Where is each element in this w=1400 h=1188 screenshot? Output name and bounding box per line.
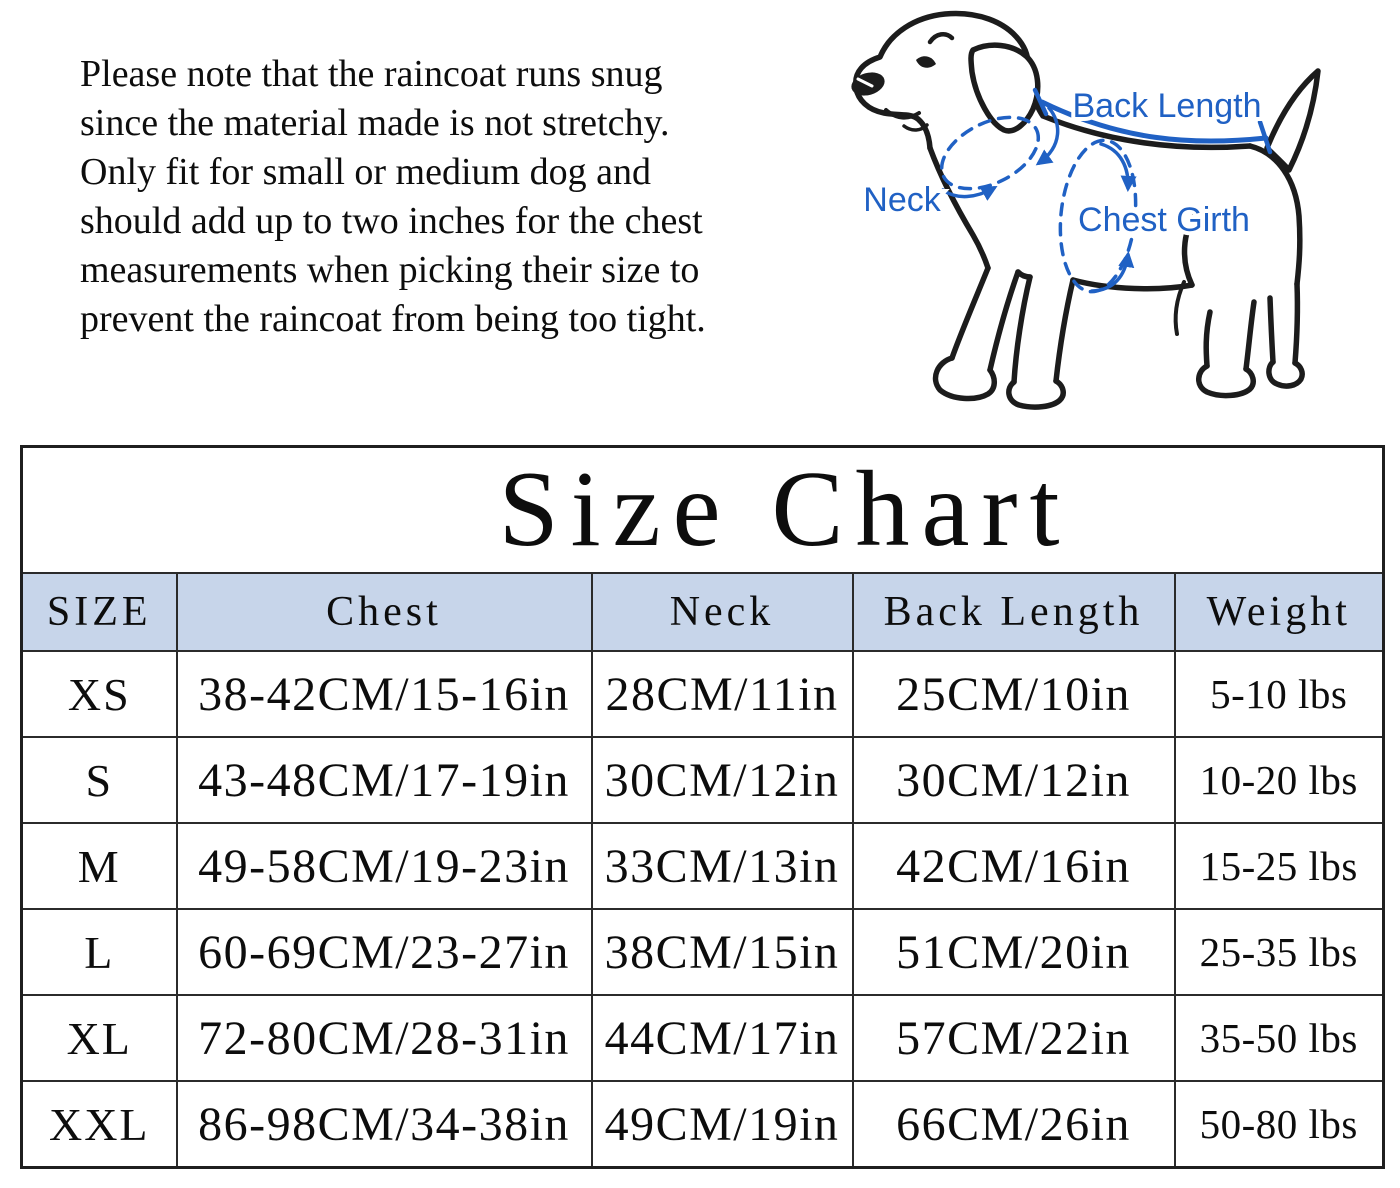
note-line: should add up to two inches for the chest <box>80 200 703 242</box>
column-header-neck: Neck <box>592 573 853 651</box>
note-text <box>80 50 820 344</box>
cell-chest: 60-69CM/23-27in <box>177 909 592 995</box>
cell-neck: 33CM/13in <box>592 823 853 909</box>
note-line: since the material made is not stretchy. <box>80 102 670 144</box>
dog-illustration <box>830 0 1400 430</box>
cell-weight: 5-10 lbs <box>1175 651 1384 737</box>
cell-neck: 49CM/19in <box>592 1081 853 1168</box>
cell-weight: 35-50 lbs <box>1175 995 1384 1081</box>
cell-weight: 10-20 lbs <box>1175 737 1384 823</box>
dog-eye <box>916 56 936 68</box>
size-row-m <box>22 823 1384 909</box>
cell-chest: 43-48CM/17-19in <box>177 737 592 823</box>
cell-chest: 72-80CM/28-31in <box>177 995 592 1081</box>
cell-size: M <box>22 823 177 909</box>
title-row <box>22 447 1384 574</box>
size-row-s <box>22 737 1384 823</box>
cell-back-length: 30CM/12in <box>853 737 1175 823</box>
cell-size: L <box>22 909 177 995</box>
cell-weight: 25-35 lbs <box>1175 909 1384 995</box>
cell-neck: 44CM/17in <box>592 995 853 1081</box>
cell-size: XL <box>22 995 177 1081</box>
cell-size: XS <box>22 651 177 737</box>
chest-girth-label: Chest Girth <box>1078 201 1250 239</box>
column-header-weight: Weight <box>1175 573 1384 651</box>
cell-weight: 15-25 lbs <box>1175 823 1384 909</box>
cell-neck: 30CM/12in <box>592 737 853 823</box>
cell-back-length: 42CM/16in <box>853 823 1175 909</box>
column-header-size: SIZE <box>22 573 177 651</box>
cell-neck: 28CM/11in <box>592 651 853 737</box>
dog-tail <box>1267 71 1318 170</box>
cell-back-length: 57CM/22in <box>853 995 1175 1081</box>
cell-neck: 38CM/15in <box>592 909 853 995</box>
size-row-xs <box>22 651 1384 737</box>
dog-measurement-diagram <box>830 0 1400 430</box>
column-header-back-length: Back Length <box>853 573 1175 651</box>
size-chart-table <box>20 445 1385 1169</box>
cell-size: XXL <box>22 1081 177 1168</box>
cell-chest: 38-42CM/15-16in <box>177 651 592 737</box>
note-line: Please note that the raincoat runs snug <box>80 53 663 95</box>
neck-label: Neck <box>863 181 941 219</box>
size-row-xxl <box>22 1081 1384 1168</box>
cell-back-length: 66CM/26in <box>853 1081 1175 1168</box>
cell-size: S <box>22 737 177 823</box>
header-row <box>22 573 1384 651</box>
cell-chest: 86-98CM/34-38in <box>177 1081 592 1168</box>
column-header-chest: Chest <box>177 573 592 651</box>
size-row-xl <box>22 995 1384 1081</box>
back-length-label: Back Length <box>1072 87 1262 125</box>
note-line: prevent the raincoat from being too tight. <box>80 298 706 340</box>
cell-chest: 49-58CM/19-23in <box>177 823 592 909</box>
size-row-l <box>22 909 1384 995</box>
cell-weight: 50-80 lbs <box>1175 1081 1384 1168</box>
note-line: Only fit for small or medium dog and <box>80 151 651 193</box>
cell-back-length: 25CM/10in <box>853 651 1175 737</box>
size-chart-title: Size Chart <box>22 447 1384 574</box>
chest-top-arrow <box>1101 144 1128 188</box>
note-line: measurements when picking their size to <box>80 249 700 291</box>
cell-back-length: 51CM/20in <box>853 909 1175 995</box>
